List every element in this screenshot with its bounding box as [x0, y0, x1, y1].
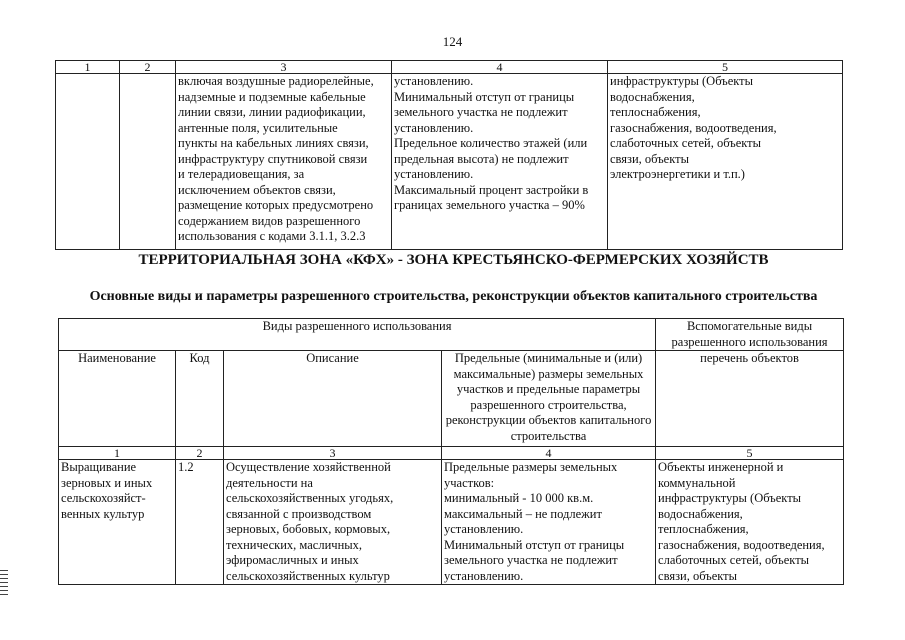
column-number: 3 [224, 447, 442, 460]
code-header: Код [176, 351, 224, 447]
scan-margin-mark [0, 570, 8, 598]
column-number: 4 [442, 447, 656, 460]
zone-title: ТЕРРИТОРИАЛЬНАЯ ЗОНА «КФХ» - ЗОНА КРЕСТЬЯНСКО-ФЕРМЕРСКИХ ХОЗЯЙСТВ [138, 252, 769, 268]
description-cell: включая воздушные радиорелейные, надземные и подземные кабельные линии связи, линии радиофикации, антенные поля, усилительные пункты на кабельных линиях связи, инфраструктуру спутниковой связи и телерадиовещания, за исключением объектов связи, размещение которых предусмотрено содержанием видов разрешенного использования с кодами 3.1.1, 3.2.3 [176, 74, 392, 250]
column-number: 2 [120, 61, 176, 74]
column-header-row [59, 351, 844, 447]
column-number: 4 [392, 61, 608, 74]
parameters-cell: Предельные размеры земельных участков: минимальный - 10 000 кв.м. максимальный – не подлежит установлению. Минимальный отступ от границы земельного участка не подлежит установлению. [442, 460, 656, 585]
name-header: Наименование [59, 351, 176, 447]
description-cell: Осуществление хозяйственной деятельности на сельскохозяйственных угодьях, связанной с производством зерновых, бобовых, кормовых, технических, масличных, эфиромасличных и иных сельскохозяйственных культур [224, 460, 442, 585]
aux-header: Вспомогательные виды разрешенного использования [656, 319, 844, 351]
name-cell [56, 74, 120, 250]
parameters-cell: установлению. Минимальный отступ от границы земельного участка не подлежит установлению. Предельное количество этажей (или предельная высота) не подлежит установлению. Максимальный процент застройки в границах земельного участка – 90% [392, 74, 608, 250]
column-number-row [59, 447, 844, 460]
column-number: 2 [176, 447, 224, 460]
code-cell [120, 74, 176, 250]
aux-list-header: перечень объектов [656, 351, 844, 447]
column-number: 5 [656, 447, 844, 460]
column-number: 5 [608, 61, 843, 74]
column-number: 1 [56, 61, 120, 74]
table-row [59, 460, 844, 585]
description-header: Описание [224, 351, 442, 447]
group-header-row [59, 319, 844, 351]
code-cell: 1.2 [176, 460, 224, 585]
auxiliary-cell: Объекты инженерной и коммунальной инфраструктуры (Объекты водоснабжения, теплоснабжения, газоснабжения, водоотведения, слаботочных сетей, объекты связи, объекты [656, 460, 844, 585]
column-number-row [56, 61, 843, 74]
page-number: 124 [442, 34, 463, 49]
table-row [56, 74, 843, 250]
column-number: 1 [59, 447, 176, 460]
permitted-use-table [58, 318, 844, 585]
name-cell: Выращивание зерновых и иных сельскохозяйст- венных культур [59, 460, 176, 585]
section-title: Основные виды и параметры разрешенного строительства, реконструкции объектов капитального строительства [89, 289, 818, 304]
parameters-header: Предельные (минимальные и (или) максимальные) размеры земельных участков и предельные параметры разрешенного строительства, реконструкции объектов капитального строительства [442, 351, 656, 447]
auxiliary-cell: инфраструктуры (Объекты водоснабжения, теплоснабжения, газоснабжения, водоотведения, слаботочных сетей, объекты связи, объекты электроэнергетики и т.п.) [608, 74, 843, 250]
continued-table [55, 60, 843, 250]
group-header: Виды разрешенного использования [59, 319, 656, 351]
column-number: 3 [176, 61, 392, 74]
